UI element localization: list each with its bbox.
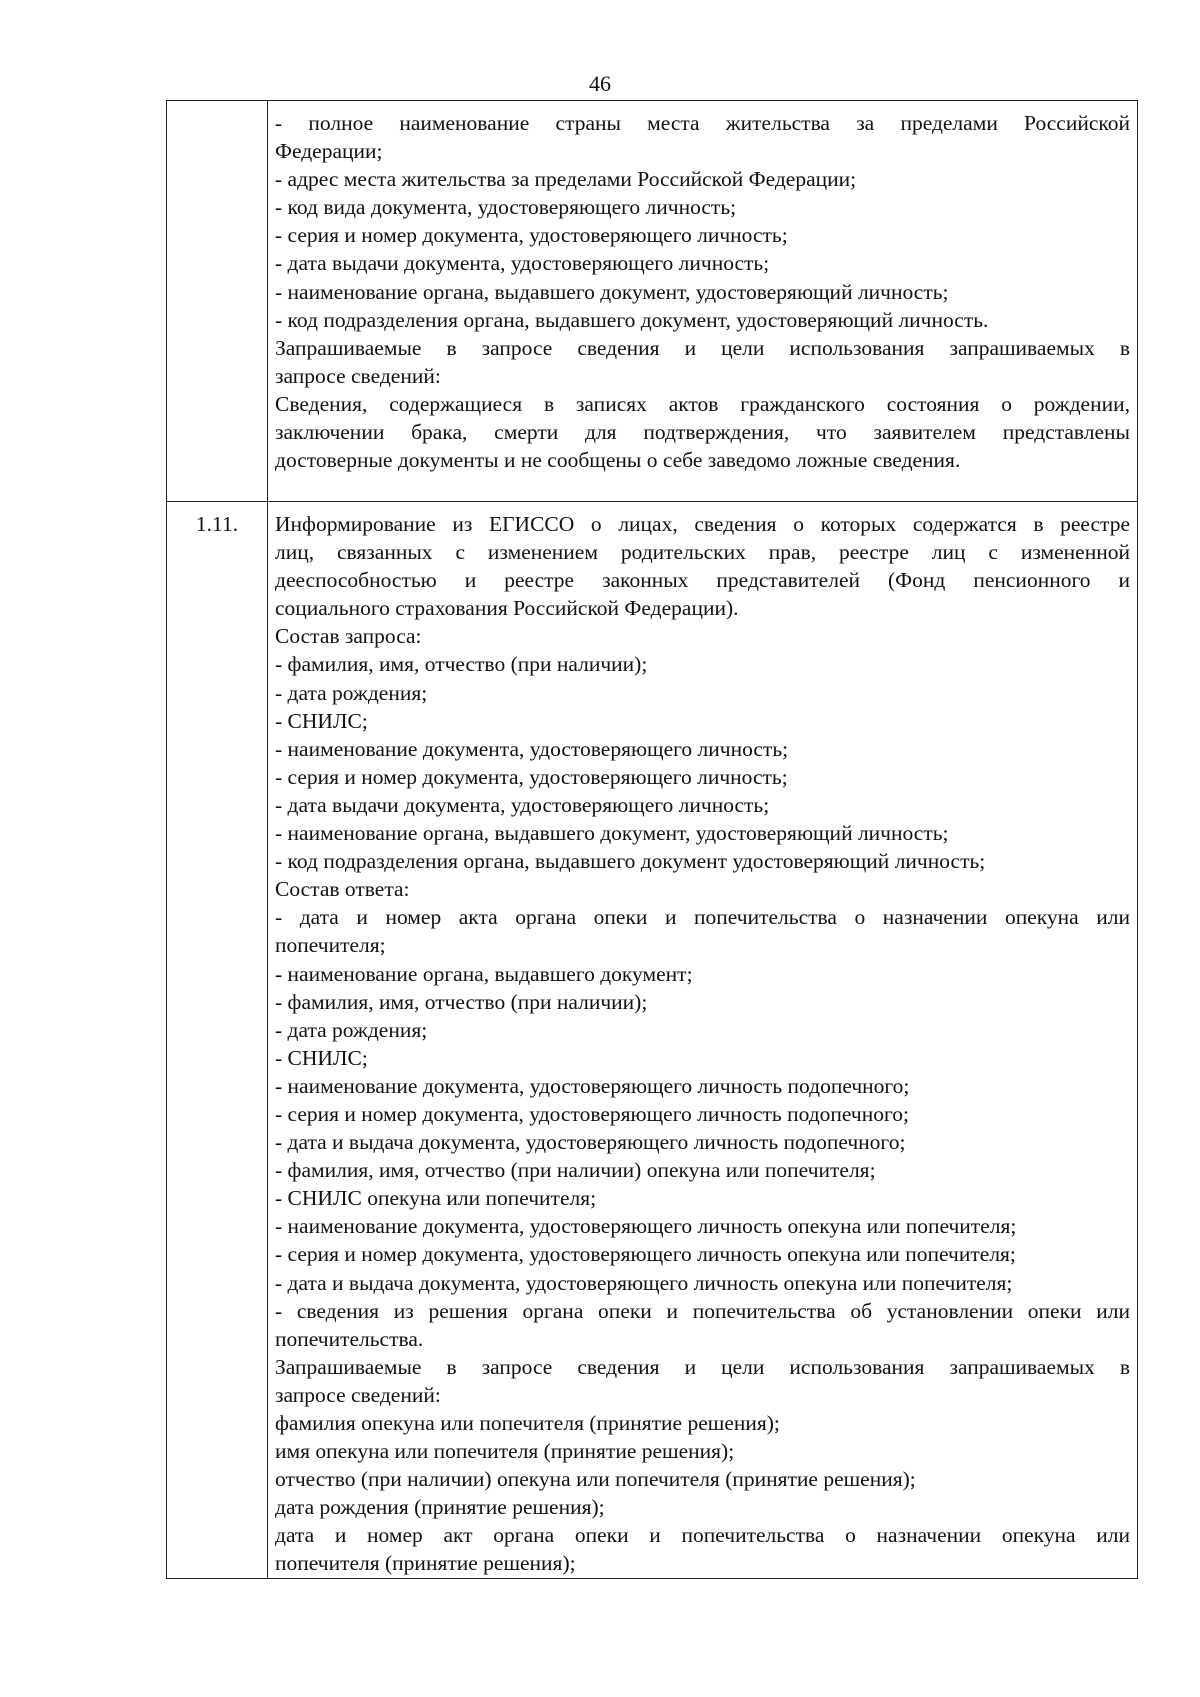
page-number: 46 [589, 71, 611, 96]
text-line: - полное наименование страны места жительства за пределами Российской [275, 111, 1130, 135]
text-line: - дата и выдача документа, удостоверяющего личность опекуна или попечителя; [275, 1270, 1013, 1295]
text-line: отчество (при наличии) опекуна или попечителя (принятие решения); [275, 1467, 916, 1492]
text-line: - наименование документа, удостоверяющего личность; [275, 736, 789, 761]
text-line: Запрашиваемые в запросе сведения и цели использования запрашиваемых в [275, 1354, 1130, 1379]
text-line: - сведения из решения органа опеки и попечительства об установлении опеки или [275, 1298, 1130, 1323]
text-line: - код подразделения органа, выдавшего документ, удостоверяющий личность. [275, 307, 989, 332]
text-line: дата и номер акт органа опеки и попечительства о назначении опекуна или [275, 1523, 1130, 1548]
text-line: Состав ответа: [275, 877, 410, 902]
text-line: - фамилия, имя, отчество (при наличии); [275, 989, 648, 1014]
row-content-cell [268, 101, 1138, 502]
text-line: заключении брака, смерти для подтверждения, что заявителем представлены [275, 420, 1130, 445]
text-line: - наименование органа, выдавшего документ, удостоверяющий личность; [275, 821, 949, 846]
text-line: - наименование органа, выдавшего документ, удостоверяющий личность; [275, 279, 949, 304]
text-line: попечителя; [275, 933, 386, 958]
text-line: Состав запроса: [275, 624, 422, 649]
text-line: - фамилия, имя, отчество (при наличии) опекуна или попечителя; [275, 1158, 876, 1183]
services-table [166, 100, 1138, 1579]
text-line: Федерации; [275, 139, 383, 164]
text-line: Запрашиваемые в запросе сведения и цели использования запрашиваемых в [275, 335, 1130, 360]
text-line: - дата рождения; [275, 680, 428, 705]
text-line: дееспособностью и реестре законных представителей (Фонд пенсионного и [275, 568, 1130, 593]
text-line: попечительства. [275, 1326, 424, 1351]
text-line: - СНИЛС; [275, 1045, 368, 1070]
text-line: имя опекуна или попечителя (принятие решения); [275, 1439, 735, 1464]
row-number-cell: 1.11. [167, 502, 268, 1579]
row-number-cell [167, 101, 268, 502]
text-line: - дата выдачи документа, удостоверяющего личность; [275, 251, 770, 276]
text-line: Сведения, содержащиеся в записях актов гражданского состояния о рождении, [275, 391, 1130, 416]
text-line: - наименование документа, удостоверяющего личность подопечного; [275, 1073, 910, 1098]
text-line: запросе сведений: [275, 1382, 441, 1407]
text-line: - дата выдачи документа, удостоверяющего личность; [275, 792, 770, 817]
text-line: - СНИЛС опекуна или попечителя; [275, 1186, 597, 1211]
text-line: - дата рождения; [275, 1017, 428, 1042]
table-row [167, 101, 1138, 502]
text-line: - серия и номер документа, удостоверяющего личность; [275, 223, 788, 248]
text-line: лиц, связанных с изменением родительских прав, реестре лиц с измененной [275, 540, 1130, 565]
text-line: - серия и номер документа, удостоверяющего личность подопечного; [275, 1101, 909, 1126]
text-line: - адрес места жительства за пределами Российской Федерации; [275, 167, 857, 192]
text-line: - дата и номер акта органа опеки и попечительства о назначении опекуна или [275, 905, 1130, 930]
text-line: достоверные документы и не сообщены о себе заведомо ложные сведения. [275, 448, 961, 473]
text-line: Информирование из ЕГИССО о лицах, сведения о которых содержатся в реестре [275, 512, 1130, 536]
text-line: - СНИЛС; [275, 708, 368, 733]
text-line: попечителя (принятие решения); [275, 1551, 576, 1576]
text-line: - фамилия, имя, отчество (при наличии); [275, 652, 648, 677]
text-line: - серия и номер документа, удостоверяющего личность опекуна или попечителя; [275, 1242, 1016, 1267]
text-line: - серия и номер документа, удостоверяющего личность; [275, 764, 788, 789]
text-line: - код подразделения органа, выдавшего документ удостоверяющий личность; [275, 849, 986, 874]
text-line: фамилия опекуна или попечителя (принятие решения); [275, 1411, 780, 1435]
table-row [167, 502, 1138, 1579]
row-content-cell [268, 502, 1138, 1579]
text-line: - наименование органа, выдавшего документ; [275, 961, 693, 986]
text-line: - дата и выдача документа, удостоверяющего личность подопечного; [275, 1130, 906, 1155]
text-line: дата рождения (принятие решения); [275, 1495, 605, 1520]
text-line: - код вида документа, удостоверяющего личность; [275, 195, 737, 220]
text-line: - наименование документа, удостоверяющего личность опекуна или попечителя; [275, 1214, 1017, 1239]
text-line: запросе сведений: [275, 363, 441, 388]
text-line: социального страхования Российской Федерации). [275, 596, 739, 621]
